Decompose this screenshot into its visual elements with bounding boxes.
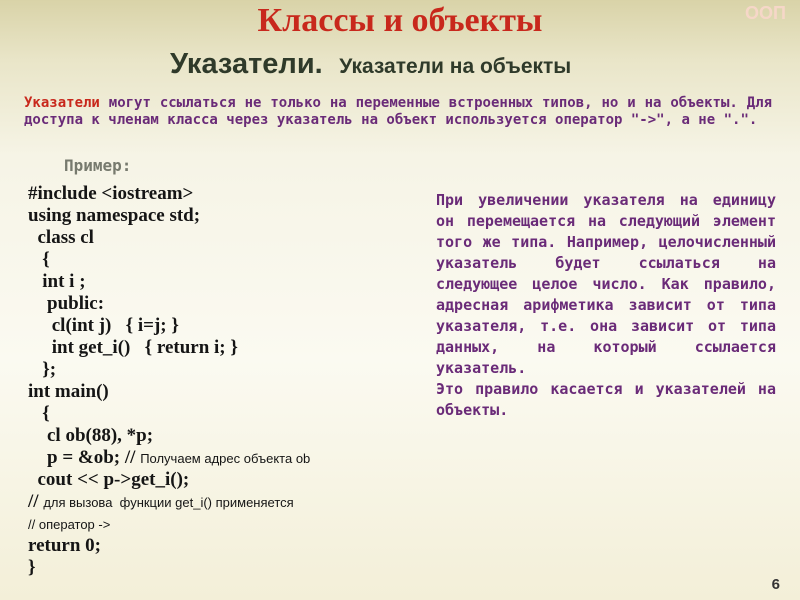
code-text: { — [28, 403, 50, 424]
code-text: { — [28, 249, 50, 270]
code-text: cout << p->get_i(); — [28, 469, 190, 490]
intro-highlight: Указатели — [24, 95, 100, 111]
code-line — [28, 315, 428, 337]
code-line — [28, 447, 428, 469]
code-line — [28, 469, 428, 491]
code-text: #include <iostream> — [28, 183, 194, 204]
code-block — [28, 183, 428, 579]
code-text: } — [28, 557, 36, 578]
code-line — [28, 557, 428, 579]
corner-label: ООП — [745, 3, 786, 23]
code-line — [28, 535, 428, 557]
code-text: }; — [28, 359, 57, 380]
code-comment: Получаем адрес объекта ob — [140, 451, 311, 466]
page-title: Классы и объекты — [257, 2, 543, 39]
code-text: public: — [28, 293, 105, 314]
intro-paragraph — [24, 95, 772, 129]
code-text: p = &ob; // — [28, 447, 141, 468]
code-text: class cl — [28, 227, 94, 248]
subtitle-second: Указатели на объекты — [339, 55, 572, 78]
code-line — [28, 271, 428, 293]
code-line — [28, 425, 428, 447]
code-text: int i ; — [28, 271, 86, 292]
code-text: cl(int j) { i=j; } — [28, 315, 179, 336]
code-text: cl ob(88), *p; — [28, 425, 154, 446]
code-line — [28, 205, 428, 227]
note-paragraph: При увеличении указателя на единицу он перемещается на следующий элемент того же типа. Например, целочисленный указатель будет ссылаться на следующее целое число. Как правило, адресная арифметика зависит от типа указателя, т.е. она зависит от типа данных, на который ссылается указатель. — [436, 191, 776, 377]
code-line — [28, 249, 428, 271]
code-text: return 0; — [28, 535, 101, 556]
code-comment: // оператор -> — [28, 517, 111, 532]
code-line — [28, 337, 428, 359]
code-line — [28, 403, 428, 425]
intro-text: могут ссылаться не только на переменные встроенных типов, но и на объекты. Для доступа к членам класса через указатель на объект используется оператор "->", а не ".". — [24, 95, 772, 128]
code-text: // — [28, 491, 44, 512]
code-line — [28, 513, 428, 535]
code-line — [28, 293, 428, 315]
code-text: int get_i() { return i; } — [28, 337, 238, 358]
page-number: 6 — [771, 576, 780, 593]
code-comment: для вызова функции get_i() применяется — [43, 495, 294, 510]
code-line — [28, 227, 428, 249]
code-text: using namespace std; — [28, 205, 201, 226]
code-line — [28, 491, 428, 513]
subtitle — [170, 48, 571, 81]
note-text — [436, 190, 776, 421]
example-label: Пример: — [64, 156, 132, 175]
subtitle-main: Указатели. — [170, 48, 323, 80]
code-line — [28, 183, 428, 205]
note-paragraph: Это правило касается и указателей на объекты. — [436, 380, 776, 419]
code-line — [28, 381, 428, 403]
code-line — [28, 359, 428, 381]
code-text: int main() — [28, 381, 109, 402]
